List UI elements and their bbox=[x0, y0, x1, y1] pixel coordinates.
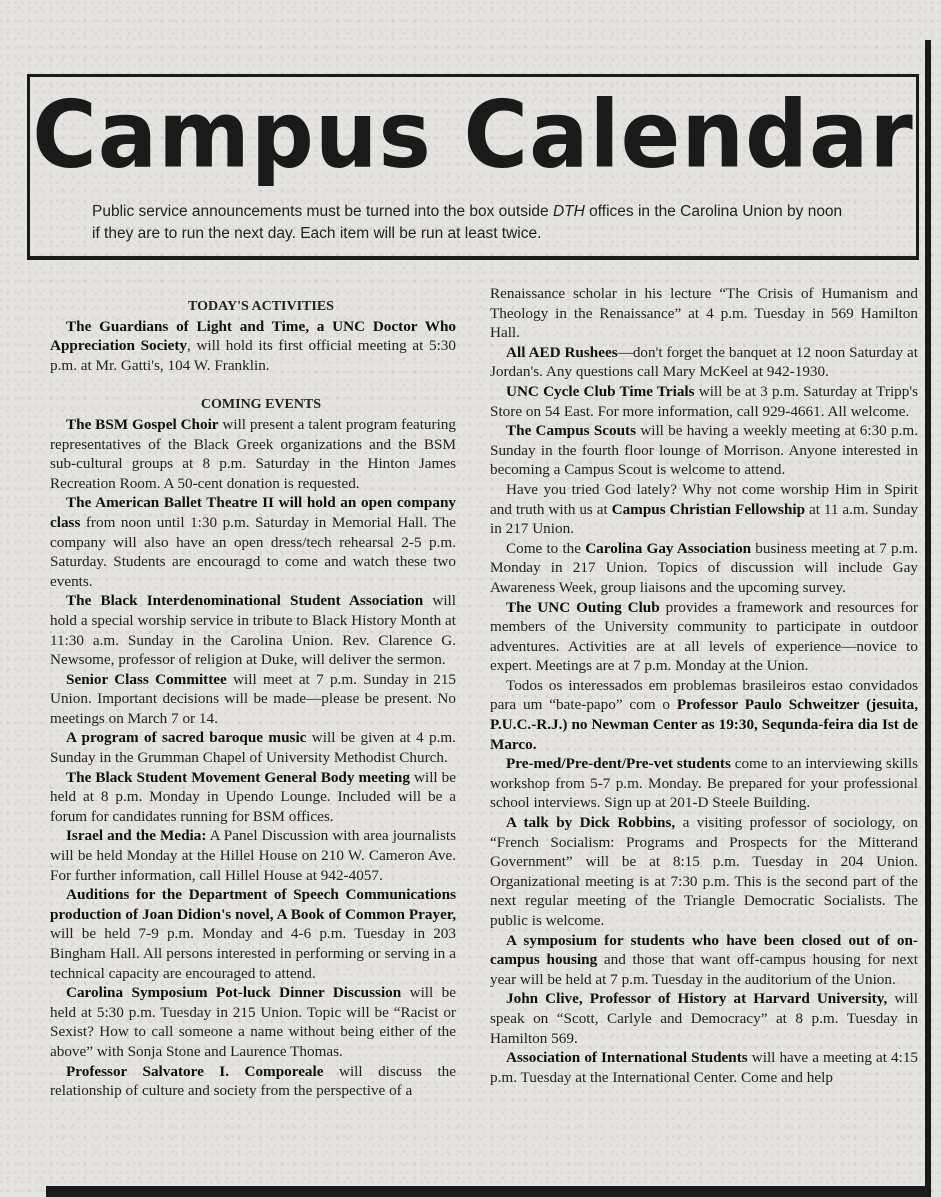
calendar-item bbox=[50, 670, 456, 729]
calendar-item bbox=[50, 728, 456, 767]
item-lead: A talk by Dick Robbins, bbox=[506, 814, 676, 832]
item-text: will be held at 8 p.m. Monday in Upendo Lounge. Included will be a forum for candidates running for BSM offices. bbox=[50, 768, 456, 825]
item-text: —don't forget the banquet at 12 noon Saturday at Jordan's. Any questions call Mary McKeel at 942-1930. bbox=[490, 343, 918, 381]
calendar-item bbox=[490, 676, 918, 754]
calendar-item bbox=[490, 343, 918, 382]
item-lead: Professor Salvatore I. Comporeale bbox=[66, 1062, 324, 1080]
calendar-item bbox=[50, 768, 456, 827]
item-text: will be at 3 p.m. Saturday at Tripp's Store on 54 East. For more information, call 929-4661. All welcome. bbox=[490, 382, 919, 420]
calendar-item bbox=[50, 591, 456, 669]
item-lead: Campus Christian Fellowship bbox=[611, 500, 806, 518]
item-text: will hold a special worship service in tribute to Black History Month at 11:30 a.m. Sunday in the Carolina Union. Rev. Clarence G. Newsome, professor of religion at Duke, will deliver the sermon. bbox=[50, 592, 456, 669]
item-text: will present a talent program featuring representatives of the Black Greek organizations and the BSM sub-cultural groups at 8 p.m. Saturday in the Hinton James Recreation Room. A 50-cent donation is requested. bbox=[50, 415, 456, 492]
calendar-item bbox=[490, 539, 918, 598]
item-text: at 11 a.m. Sunday in 217 Union. bbox=[490, 500, 919, 538]
page-title: Campus Calendar bbox=[32, 80, 914, 189]
calendar-item bbox=[490, 813, 918, 931]
item-lead: The Guardians of Light and Time, a UNC Doctor Who Appreciation Society bbox=[50, 317, 456, 355]
item-lead: The BSM Gospel Choir bbox=[66, 415, 219, 433]
item-text: will discuss the relationship of culture and society from the perspective of a bbox=[50, 1062, 457, 1100]
calendar-item bbox=[490, 480, 918, 539]
item-text: a visiting professor of sociology, on “French Socialism: Programs and Prospects for the Mitterand Government” will be at 8:15 p.m. Tuesday in 204 Union. Organizational meeting is at 7:30 p.m. This is the second part of the next regular meeting of the Triangle Democratic Socialists. The public is welcome. bbox=[490, 814, 918, 929]
calendar-item bbox=[50, 415, 456, 493]
section-heading-today: TODAY'S ACTIVITIES bbox=[188, 299, 334, 314]
item-lead: Israel and the Media: bbox=[66, 827, 207, 845]
item-text: , will hold its first official meeting at 5:30 p.m. at Mr. Gatti's, 104 W. Franklin. bbox=[50, 337, 456, 374]
item-lead: A symposium for students who have been closed out of on-campus housing bbox=[490, 931, 918, 969]
section-heading-coming: COMING EVENTS bbox=[200, 397, 322, 413]
item-text: Come to the bbox=[506, 539, 586, 557]
item-lead: Pre-med/Pre-dent/Pre-vet students bbox=[506, 755, 731, 773]
item-text: business meeting at 7 p.m. Monday in 217 Union. Topics of discussion will include Gay Awareness Week, group liaisons and the upcoming survey. bbox=[490, 539, 918, 596]
calendar-item bbox=[490, 754, 918, 813]
item-lead: John Clive, Professor of History at Harvard University, bbox=[506, 990, 888, 1008]
calendar-item bbox=[50, 983, 456, 1061]
calendar-item bbox=[490, 989, 918, 1048]
calendar-header-box bbox=[27, 74, 919, 260]
item-text: will be given at 4 p.m. Sunday in the Grumman Chapel of University Methodist Church. bbox=[50, 729, 456, 767]
item-text: will have a meeting at 4:15 p.m. Tuesday at the International Center. Come and help bbox=[490, 1049, 919, 1086]
item-text: Have you tried God lately? Why not come worship Him in Spirit and truth with us at bbox=[490, 480, 918, 518]
calendar-item bbox=[490, 931, 918, 990]
right-column bbox=[490, 284, 918, 1087]
item-text: will speak on “Scott, Carlyle and Democracy” at 8 p.m. Tuesday in Hamilton 569. bbox=[490, 990, 918, 1047]
item-lead: The Black Student Movement General Body meeting bbox=[66, 768, 410, 786]
bottom-rule bbox=[46, 1186, 926, 1197]
notice-dth: DTH bbox=[552, 203, 585, 220]
item-lead: The Campus Scouts bbox=[506, 422, 637, 440]
notice-text: Public service announcements must be turned into the box outside bbox=[92, 203, 553, 220]
item-text: come to an interviewing skills workshop from 5-7 p.m. Monday. Be prepared for your professional school interviews. Sign up at 201-D Steele Building. bbox=[490, 755, 918, 812]
item-text: and those that want off-campus housing for next year will be held at 7 p.m. Tuesday in the auditorium of the Union. bbox=[490, 951, 919, 988]
calendar-item bbox=[490, 421, 918, 480]
item-text: will be held at 5:30 p.m. Tuesday in 215 Union. Topic will be “Racist or Sexist? How to call someone a name without being either of the above” with Sonja Stone and Laurence Thomas. bbox=[50, 984, 456, 1060]
item-lead: All AED Rushees bbox=[506, 343, 618, 361]
item-text: A Panel Discussion with area journalists will be held Monday at the Hillel House on 210 W. Cameron Ave. For further information, call Hillel House at 942-4057. bbox=[50, 827, 456, 884]
calendar-item bbox=[50, 1062, 456, 1101]
calendar-item bbox=[50, 317, 456, 376]
item-lead: Senior Class Committee bbox=[66, 670, 227, 688]
today-list bbox=[50, 317, 456, 376]
item-lead: A program of sacred baroque music bbox=[66, 729, 307, 747]
item-lead: Carolina Symposium Pot-luck Dinner Discussion bbox=[66, 984, 402, 1002]
item-lead: The American Ballet Theatre II will hold an open company class bbox=[50, 494, 456, 531]
item-text: Todos os interessados em problemas brasileiros estao convidados para um “bate-papo” com o bbox=[490, 676, 918, 714]
item-lead: Carolina Gay Association bbox=[585, 539, 752, 557]
column-rule bbox=[925, 40, 931, 1197]
calendar-item bbox=[50, 826, 456, 885]
notice-text-end: offices in the Carolina Union by noon if they are to run the next day. Each item will be run at least twice. bbox=[92, 203, 843, 242]
calendar-item bbox=[490, 382, 918, 421]
item-text: will be held 7-9 p.m. Monday and 4-6 p.m. Tuesday in 203 Bingham Hall. All persons interested in performing or serving in a technical capacity are encouraged to attend. bbox=[50, 925, 456, 982]
calendar-item bbox=[490, 598, 918, 676]
item-lead: Association of International Students bbox=[506, 1049, 748, 1067]
item-lead: The UNC Outing Club bbox=[506, 598, 660, 616]
item-lead: Professor Paulo Schweitzer (jesuita, P.U.C.-R.J.) no Newman Center as 19:30, Sequnda-feira dia Ist de Marco. bbox=[490, 696, 918, 753]
item-lead: The Black Interdenominational Student Association bbox=[66, 592, 424, 610]
item-text: will be having a weekly meeting at 6:30 p.m. Sunday in the fourth floor lounge of Morrison. Anyone interested in becoming a Campus Scout is welcome to attend. bbox=[490, 422, 919, 479]
item-text: will meet at 7 p.m. Sunday in 215 Union. Important decisions will be made—please be present. No meetings on March 7 or 14. bbox=[50, 670, 457, 727]
item-lead: UNC Cycle Club Time Trials bbox=[506, 382, 695, 400]
left-column bbox=[50, 297, 456, 1101]
calendar-item bbox=[490, 1048, 918, 1087]
submission-notice bbox=[92, 201, 852, 245]
calendar-item bbox=[490, 284, 918, 343]
calendar-item bbox=[50, 885, 456, 983]
item-text: Renaissance scholar in his lecture “The Crisis of Humanism and Theology in the Renaissance” at 4 p.m. Tuesday in 569 Hamilton Hall. bbox=[490, 285, 918, 342]
item-text: provides a framework and resources for members of the University community to participate in outdoor adventures. Activities are at all levels of experience—novice to expert. Meetings are at 7 p.m. Monday at the Union. bbox=[490, 598, 918, 675]
item-lead: Auditions for the Department of Speech Communications production of Joan Didion's novel, A Book of Common Prayer, bbox=[50, 886, 456, 923]
calendar-item bbox=[50, 493, 456, 591]
continued-item bbox=[490, 284, 918, 343]
coming-events-list bbox=[50, 415, 456, 1101]
coming-events-list-continued bbox=[490, 343, 918, 1088]
item-text: from noon until 1:30 p.m. Saturday in Memorial Hall. The company will also have an open dress/tech rehearsal 2-5 p.m. Saturday. Students are encouragd to come and watch these two events. bbox=[50, 513, 456, 590]
